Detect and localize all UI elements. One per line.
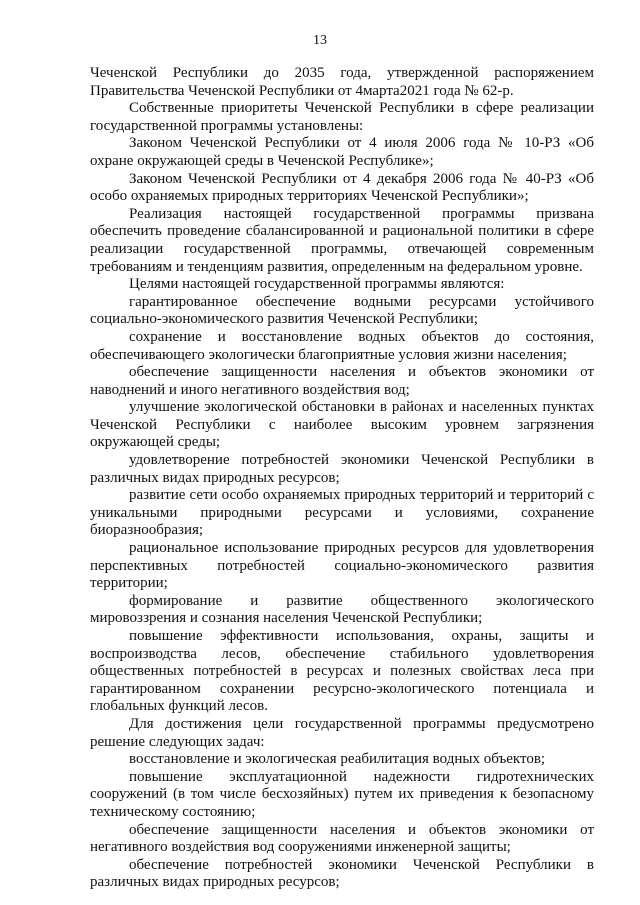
- paragraph: повышение эффективности использования, охраны, защиты и воспроизводства лесов, обеспечение стабильного удовлетворения общественных потребностей в ресурсах и полезных свойствах леса при гарантированном сохранении ресурсно-экологического потенциала и глобальных функций лесов.: [90, 628, 594, 715]
- paragraph: формирование и развитие общественного экологического мировоззрения и сознания населения Чеченской Республики;: [90, 592, 594, 627]
- paragraph: обеспечение защищенности населения и объектов экономики от наводнений и иного негативного воздействия вод;: [90, 364, 594, 398]
- paragraph: Законом Чеченской Республики от 4 июля 2006 года № 10-РЗ «Об охране окружающей среды в Чеченской Республике»;: [90, 135, 594, 169]
- body-text: [90, 65, 594, 892]
- paragraph: восстановление и экологическая реабилитация водных объектов;: [129, 751, 546, 768]
- paragraph: повышение эксплуатационной надежности гидротехнических сооружений (в том числе бесхозяйных) путем их приведения к безопасному техническому состоянию;: [90, 768, 594, 820]
- paragraph: развитие сети особо охраняемых природных территорий и территорий с уникальными природными ресурсами и условиями, сохранение биоразнообразия;: [90, 487, 594, 539]
- paragraph: обеспечение потребностей экономики Чеченской Республики в различных видах природных ресурсов;: [90, 856, 594, 891]
- page-number: 13: [313, 33, 327, 48]
- paragraph: рациональное использование природных ресурсов для удовлетворения перспективных потребностей социально-экономического развития территории;: [90, 540, 594, 592]
- paragraph: Собственные приоритеты Чеченской Республики в сфере реализации государственной программы установлены:: [90, 100, 594, 134]
- paragraph: Для достижения цели государственной программы предусмотрено решение следующих задач:: [90, 715, 594, 750]
- paragraph-continuation: Чеченской Республики до 2035 года, утвержденной распоряжением Правительства Чеченской Республики от 4марта2021 года № 62-р.: [90, 65, 594, 99]
- paragraph: гарантированное обеспечение водными ресурсами устойчивого социально-экономического развития Чеченской Республики;: [90, 293, 594, 328]
- paragraph: удовлетворение потребностей экономики Чеченской Республики в различных видах природных ресурсов;: [90, 452, 594, 486]
- paragraph: Законом Чеченской Республики от 4 декабря 2006 года № 40-РЗ «Об особо охраняемых природных территориях Чеченской Республики»;: [90, 170, 594, 205]
- paragraph: обеспечение защищенности населения и объектов экономики от негативного воздействия вод сооружениями инженерной защиты;: [90, 821, 594, 856]
- paragraph: Реализация настоящей государственной программы призвана обеспечить проведение сбалансированной и рациональной политики в сфере реализации государственной программы, отвечающей современным требованиям и тенденциям развития, определенным на федеральном уровне.: [90, 205, 594, 275]
- paragraph: сохранение и восстановление водных объектов до состояния, обеспечивающего экологически благоприятные условия жизни населения;: [90, 328, 594, 363]
- paragraph: улучшение экологической обстановки в районах и населенных пунктах Чеченской Республики с наиболее высоким уровнем загрязнения окружающей среды;: [90, 399, 594, 451]
- paragraph: Целями настоящей государственной программы являются:: [129, 276, 505, 293]
